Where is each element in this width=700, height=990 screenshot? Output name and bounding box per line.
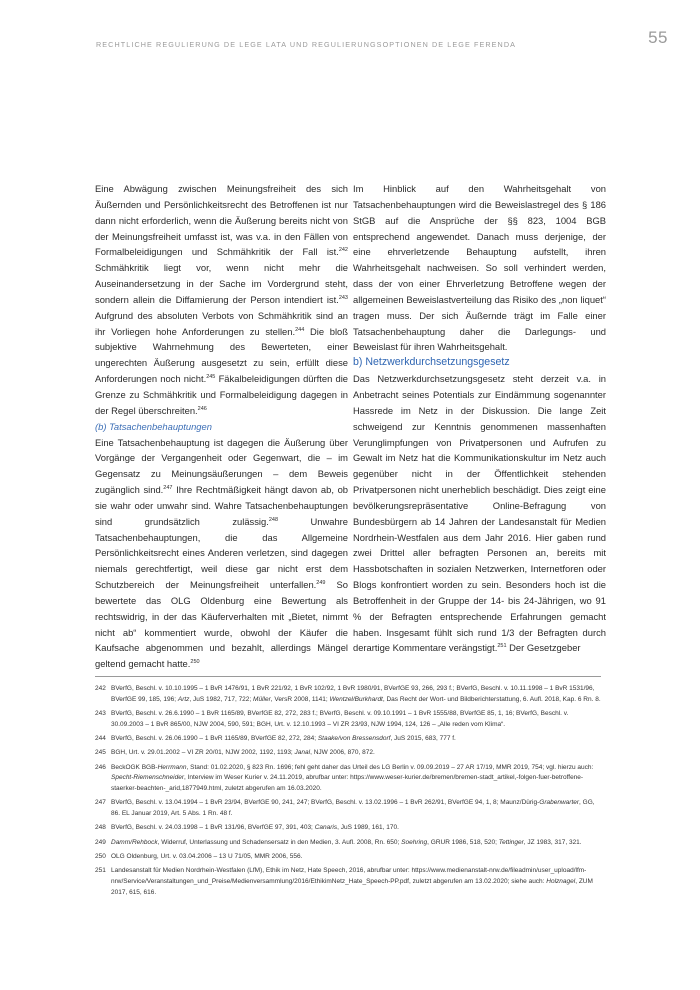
footnote-text: BVerfG, Beschl. v. 26.06.1990 – 1 BvR 1165/89, BVerfGE 82, 272, 284; Staake/von Bressensdorf, JuS 2015, 683, 777 f.: [111, 735, 456, 742]
footnote-number: 248: [95, 824, 106, 832]
footnote-245: [95, 748, 601, 759]
footnote-number: 249: [95, 838, 106, 846]
paragraph-beweislast: Im Hinblick auf den Wahrheitsgehalt von Tatsachenbehauptungen wird die Beweislastregel des § 186 StGB auf die Ansprüche der §§ 823, 1004 BGB entsprechend angewendet. Danach muss derjenige, der eine ehrverletzende Behauptung aufstellt, ihren Wahrheitsgehalt nachweisen. So soll verhindert werden, dass der von einer Ehrverletzung Betroffene wegen der allgemeinen Beweislastverteilung das Risiko des „non liquet“ tragen muss. Der sich Äußernde trägt im Falle einer Tatsachenbehauptung daher die Darlegungs- und Beweislast für ihren Wahrheitsgehalt.: [353, 183, 606, 353]
footnote-number: 246: [95, 763, 106, 771]
paragraph-netzdg: Das Netzwerkdurchsetzungsgesetz steht derzeit v.a. in Anbetracht seines Potentials zur Eindämmung sogenannter Hassrede im Netz in der Diskussion. Die lange Zeit schweigend zur Kenntnis genommenen massenhaften Verunglimpfungen von Privatpersonen und Aufrufen zu Gewalt im Netz hat die Kommunikationskultur im Netz auch gegenüber nicht in der Öffentlichkeit stehenden Privatpersonen nicht unerheblich beschädigt. Dies zeigt eine bevölkerungsrepräsentative Online-Befragung von Bundesbürgern ab 14 Jahren der Landesanstalt für Medien Nordrhein-Westfalen aus dem Jahr 2016. Hier gaben rund zwei Drittel aller befragten Personen an, bereits mit Hassbotschaften in sozialen Netzwerken, Internetforen oder Blogs konfrontiert worden zu sein. Besonders hoch ist die Betroffenheit in der Gruppe der 14- bis 24-Jährigen, wo 91 % der Befragten entsprechende Erfahrungen gemacht haben. Insgesamt fühlt sich rund 1/3 der Befragten durch derartige Kommentare verängstigt.$^{251}$ Der Gesetzgeber: [353, 373, 606, 654]
footnote-text: BVerfG, Beschl. v. 24.03.1998 – 1 BvR 131/96, BVerfGE 97, 391, 403; Canaris, JuS 1989, 161, 170.: [111, 824, 399, 832]
footnote-ref[interactable]: 251: [497, 643, 507, 650]
subheading-tatsachenbehauptungen: (b) Tatsachenbehauptungen: [95, 420, 212, 432]
footnote-text: Landesanstalt für Medien Nordrhein-Westfalen (LfM), Ethik im Netz, Hate Speech, 2016, abrufbar unter: https://www.medienanstalt-nrw.de/fileadmin/user_upload/lfm-nrw/Service/Veranstaltungen_und_Preise/Medienversammlung/2016/EthikimNetz_Hate_Speech-PP.pdf, zuletzt abgerufen am 13.02.2020; siehe auch: Holznagel, ZUM 2017, 615, 616.: [111, 867, 593, 896]
footnote-251: [95, 866, 601, 898]
footnote-249: [95, 838, 601, 849]
page-number: 55: [648, 28, 668, 47]
footnote-text: Damm/Rehbock, Widerruf, Unterlassung und Schadensersatz in den Medien, 3. Aufl. 2008, Rn. 650; Soehring, GRUR 1986, 518, 520; Tettinger, JZ 1983, 317, 321.: [111, 838, 582, 846]
footnote-text: BGH, Urt. v. 29.01.2002 – VI ZR 20/01, NJW 2002, 1192, 1193; Janal, NJW 2006, 870, 872.: [111, 749, 375, 757]
subheading-netzwerkdurchsetzungsgesetz: b) Netzwerkdurchsetzungsgesetz: [353, 356, 510, 369]
footnote-divider: [95, 676, 601, 677]
footnote-number: 250: [95, 852, 106, 860]
right-column: [353, 181, 606, 656]
footnote-text: BeckOGK BGB-Herrmann, Stand: 01.02.2020, § 823 Rn. 1696; fehl geht daher das Urteil des LG Berlin v. 09.09.2019 – 27 AR 17/19, MMR 2019, 754; vgl. hierzu auch: Specht-Riemenschneider, Interview im Weser Kurier v. 24.11.2019, abrufbar unter: https://www.weser-kurier.de/bremen/bremen-stadt_artikel,-folgen-fuer-betroffene-staerker-beachten-_arid,1877949.html, zuletzt abgerufen am 16.03.2020.: [111, 763, 594, 792]
footnote-247: [95, 798, 601, 819]
footnote-243: [95, 709, 601, 730]
footnotes-list: [95, 684, 601, 902]
left-column: [95, 181, 348, 672]
footnote-number: 247: [95, 799, 106, 807]
paragraph-tatsachenbehauptung: Eine Tatsachenbehauptung ist dagegen die Äußerung über Vorgänge der Vergangenheit oder Gegenwart, die – im Gegensatz zu Meinungsäußerungen – dem Beweis zugänglich sind.$^{247}$ Ihre Rechtmäßigkeit hängt davon ab, ob sie wahr oder unwahr sind. Wahre Tatsachenbehauptungen sind grundsätzlich zulässig.$^{248}$ Unwahre Tatsachenbehauptungen, die das Allgemeine Persönlichkeitsrecht eines Anderen verletzen, sind dagegen niemals gerechtfertigt, weil diese gar nicht erst dem Schutzbereich der Meinungsfreiheit unterfallen.$^{249}$ So bewertete das OLG Oldenburg eine Bewertung als rechtswidrig, in der das Käuferverhalten mit „Bietet, nimmt nicht ab“ kommentiert wurde, obwohl der Käufer die Kaufsache abgenommen und bezahlt, allerdings Mängel geltend gemacht hatte.$^{250}$: [95, 436, 349, 670]
footnote-242: [95, 684, 601, 705]
footnote-ref[interactable]: 250: [190, 659, 200, 666]
footnote-244: [95, 734, 601, 745]
running-header: RECHTLICHE REGULIERUNG DE LEGE LATA UND REGULIERUNGSOPTIONEN DE LEGE FERENDA: [96, 40, 517, 49]
footnote-number: 244: [95, 735, 106, 742]
footnote-ref[interactable]: 249: [316, 580, 326, 587]
footnote-number: 245: [95, 749, 106, 757]
footnote-text: BVerfG, Beschl. v. 13.04.1994 – 1 BvR 23/94, BVerfGE 90, 241, 247; BVerfG, Beschl. v. 13.02.1996 – 1 BvR 262/91, BVerfGE 94, 1, 8; Maunz/Dürig-Grabenwarter, GG, 86. EL Januar 2019, Art. 5 Abs. 1 Rn. 48 f.: [111, 799, 595, 817]
footnote-number: 242: [95, 685, 106, 692]
footnote-ref[interactable]: 247: [163, 485, 173, 492]
footnote-ref[interactable]: 243: [338, 294, 348, 301]
footnote-ref[interactable]: 248: [268, 516, 279, 523]
footnote-248: [95, 823, 601, 834]
footnote-number: 243: [95, 710, 106, 717]
footnote-text: BVerfG, Beschl. v. 26.6.1990 – 1 BvR 1165/89, BVerfGE 82, 272, 283 f.; BVerfG, Beschl. v. 09.10.1991 – 1 BvR 1555/88, BVerfGE 85, 1, 16; BVerfG, Beschl. v. 30.09.2003 – 1 BvR 865/00, NJW 2004, 590, 591; BGH, Urt. v. 12.10.1993 – VI ZR 23/93, NJW 1994, 124, 126 – „Alle reden vom Klima“.: [111, 710, 569, 728]
footnote-text: BVerfG, Beschl. v. 10.10.1995 – 1 BvR 1476/91, 1 BvR 221/92, 1 BvR 102/92, 1 BvR 1980/91, BVerfGE 93, 266, 293 f.; BVerfG, Beschl. v. 10.11.1998 – 1 BvR 1531/96, BVerfGE 99, 185, 196; Artz, JuS 1982, 717, 722; Müller, VersR 2008, 1141; Wentzel/Burkhardt, Das Recht der Wort- und Bildberichterstattung, 6. Aufl. 2018, Kap. 6 Rn. 8.: [111, 685, 601, 703]
footnote-246: [95, 763, 601, 795]
footnote-ref[interactable]: 245: [206, 374, 216, 381]
footnote-250: [95, 852, 601, 863]
footnote-ref[interactable]: 246: [197, 405, 207, 412]
footnote-number: 251: [95, 867, 106, 875]
footnote-text: OLG Oldenburg, Urt. v. 03.04.2006 – 13 U 71/05, MMR 2006, 556.: [111, 852, 303, 860]
paragraph-meinungsfreiheit: Eine Abwägung zwischen Meinungsfreiheit des sich Äußernden und Persönlichkeitsrecht des Betroffenen ist nur dann nicht erforderlich, wenn die Äußerung bereits nicht von der Meinungsfreiheit umfasst ist, was v.a. in den Fällen von Formalbeleidigungen und Schmähkritik der Fall ist.$^{242}$ Schmähkritik liegt vor, wenn nicht mehr die Auseinandersetzung in der Sache im Vordergrund steht, sondern allein die Diffamierung der Person intendiert ist.$^{243}$ Aufgrund des absoluten Verbots von Schmähkritik sind an ihr Vorliegen hohe Anforderungen zu stellen.$^{244}$ Die bloß subjektive Wahrnehmung des Bewerteten, einer ungerechten Äußerung ausgesetzt zu sein, erfüllt diese Anforderungen noch nicht.$^{245}$ Fäkalbeleidigungen dürften die Grenze zu Schmähkritik und Formalbeleidigung dagegen in der Regel überschreiten.$^{246}$: [95, 183, 349, 416]
footnote-ref[interactable]: 244: [295, 326, 305, 333]
footnote-ref[interactable]: 242: [338, 247, 348, 254]
